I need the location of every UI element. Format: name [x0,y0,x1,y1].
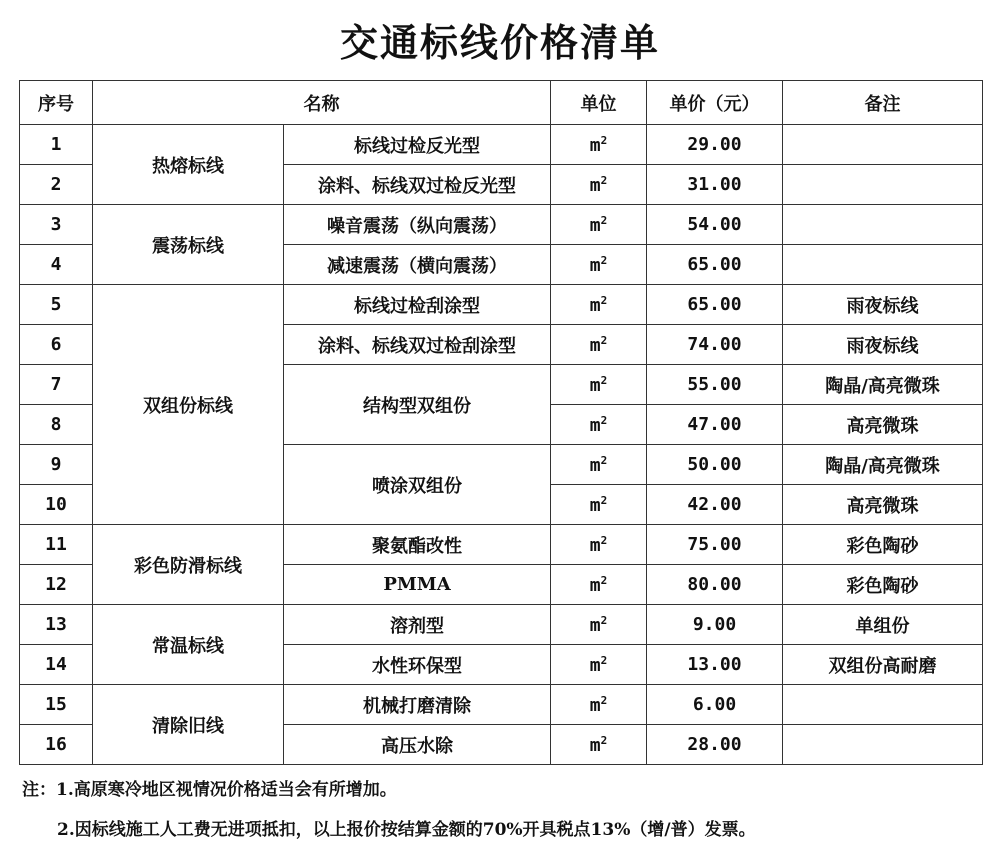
remark-cell: 高亮微珠 [783,405,983,445]
remark-cell [783,245,983,285]
item-name: 涂料、标线双过检反光型 [284,165,551,205]
row-index: 15 [20,685,93,725]
unit-cell: $m^2$ [551,125,647,165]
row-index: 13 [20,605,93,645]
remark-cell: 彩色陶砂 [783,565,983,605]
row-index: 3 [20,205,93,245]
price-cell: 6.00 [647,685,783,725]
item-name: 结构型双组份 [284,365,551,445]
unit-cell: $m^2$ [551,565,647,605]
item-name: 减速震荡（横向震荡） [284,245,551,285]
unit-cell: $m^2$ [551,645,647,685]
price-cell: 55.00 [647,365,783,405]
price-cell: 42.00 [647,485,783,525]
remark-cell [783,205,983,245]
unit-cell: $m^2$ [551,165,647,205]
group-name: 双组份标线 [93,285,284,525]
price-cell: 31.00 [647,165,783,205]
header-name: 名称 [93,81,551,125]
note-2: 2.因标线施工人工费无进项抵扣，以上报价按结算金额的70%开具税点13%（增/普）发票。 [57,820,756,840]
row-index: 11 [20,525,93,565]
table-row [20,125,983,165]
header-unit: 单位 [551,81,647,125]
row-index: 4 [20,245,93,285]
group-name: 热熔标线 [93,125,284,205]
header-index: 序号 [20,81,93,125]
row-index: 8 [20,405,93,445]
price-cell: 80.00 [647,565,783,605]
unit-cell: $m^2$ [551,605,647,645]
remark-cell [783,685,983,725]
group-name: 清除旧线 [93,685,284,765]
unit-cell: $m^2$ [551,285,647,325]
unit-cell: $m^2$ [551,485,647,525]
group-name: 震荡标线 [93,205,284,285]
unit-cell: $m^2$ [551,525,647,565]
page-title: 交通标线价格清单 [339,21,660,65]
group-name: 常温标线 [93,605,284,685]
unit-cell: $m^2$ [551,405,647,445]
item-name: 涂料、标线双过检刮涂型 [284,325,551,365]
remark-cell: 陶晶/高亮微珠 [783,365,983,405]
unit-cell: $m^2$ [551,245,647,285]
price-cell: 28.00 [647,725,783,765]
item-name: 噪音震荡（纵向震荡） [284,205,551,245]
table-row [20,525,983,565]
item-name: 标线过检刮涂型 [284,285,551,325]
price-cell: 50.00 [647,445,783,485]
item-name: 标线过检反光型 [284,125,551,165]
price-cell: 9.00 [647,605,783,645]
item-name: 聚氨酯改性 [284,525,551,565]
remark-cell: 双组份高耐磨 [783,645,983,685]
remark-cell: 单组份 [783,605,983,645]
remark-cell: 高亮微珠 [783,485,983,525]
row-index: 6 [20,325,93,365]
unit-cell: $m^2$ [551,685,647,725]
price-cell: 54.00 [647,205,783,245]
header-remark: 备注 [783,81,983,125]
price-cell: 29.00 [647,125,783,165]
price-cell: 65.00 [647,245,783,285]
table-row [20,685,983,725]
row-index: 7 [20,365,93,405]
price-cell: 65.00 [647,285,783,325]
row-index: 10 [20,485,93,525]
remark-cell: 彩色陶砂 [783,525,983,565]
table-row [20,605,983,645]
row-index: 14 [20,645,93,685]
row-index: 12 [20,565,93,605]
remark-cell [783,125,983,165]
header-price: 单价（元） [647,81,783,125]
item-name: 喷涂双组份 [284,445,551,525]
price-cell: 75.00 [647,525,783,565]
remark-cell [783,725,983,765]
price-table [19,80,983,765]
table-row [20,205,983,245]
price-cell: 74.00 [647,325,783,365]
row-index: 5 [20,285,93,325]
price-cell: 13.00 [647,645,783,685]
unit-cell: $m^2$ [551,365,647,405]
unit-cell: $m^2$ [551,725,647,765]
item-name: 溶剂型 [284,605,551,645]
price-cell: 47.00 [647,405,783,445]
remark-cell: 雨夜标线 [783,325,983,365]
unit-cell: $m^2$ [551,325,647,365]
remark-cell: 陶晶/高亮微珠 [783,445,983,485]
item-name: 机械打磨清除 [284,685,551,725]
row-index: 9 [20,445,93,485]
row-index: 16 [20,725,93,765]
note-1: 注：1.高原寒冷地区视情况价格适当会有所增加。 [22,780,397,800]
table-header-row [20,81,983,125]
item-name: PMMA [284,565,551,605]
unit-cell: $m^2$ [551,205,647,245]
item-name: 高压水除 [284,725,551,765]
group-name: 彩色防滑标线 [93,525,284,605]
row-index: 1 [20,125,93,165]
remark-cell: 雨夜标线 [783,285,983,325]
item-name: 水性环保型 [284,645,551,685]
unit-cell: $m^2$ [551,445,647,485]
row-index: 2 [20,165,93,205]
table-row [20,285,983,325]
remark-cell [783,165,983,205]
